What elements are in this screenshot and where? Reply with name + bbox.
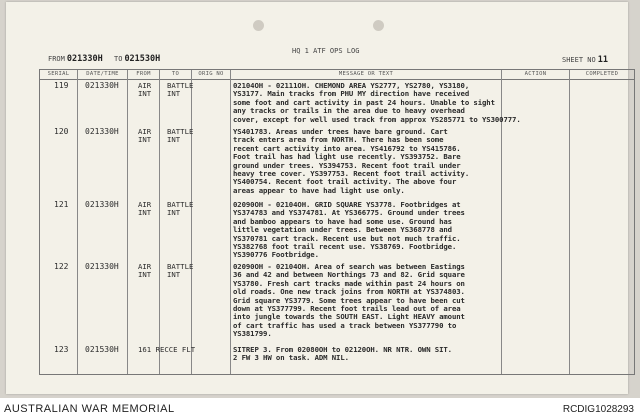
column-header-completed: COMPLETED <box>585 71 619 77</box>
from-field: FROM 021330H <box>48 54 103 64</box>
column-header-action: ACTION <box>524 71 547 77</box>
entry-time: 021330H <box>85 200 119 209</box>
column-header-to: TO <box>171 71 180 77</box>
entry-from: AIR INT <box>138 127 152 145</box>
entry-to: BATTLE INT <box>167 81 194 99</box>
entry-serial: 121 <box>54 200 69 209</box>
entry-serial: 122 <box>54 262 69 271</box>
archive-reference: RCDIG1028293 <box>562 404 634 415</box>
entry-time: 021330H <box>85 81 119 90</box>
entry-serial: 119 <box>54 81 69 90</box>
entry-to: BATTLE INT <box>167 262 194 280</box>
entry-from: AIR INT <box>138 262 152 280</box>
entry-from: AIR INT <box>138 200 152 218</box>
punch-hole <box>373 20 384 31</box>
entry-message: 02090OH - 02104OH. Area of search was between Eastings 36 and 42 and between Northings 73 and 82. Grid square YS3780. Fresh cart tracks made within past 24 hours on old roads. One new track joins from NORTH at YS374803. Grid square YS3779. Some trees appear to have been cut down at YS377799. Recent foot trails lead out of area into jungle towards the SOUTH EAST. Light HEAVY amount of cart traffic has used a track between YS377790 to YS381799. <box>233 262 465 339</box>
log-title: HQ 1 ATF OPS LOG <box>292 47 360 55</box>
column-header-serial: SERIAL <box>47 71 70 77</box>
column-header-datetime: DATE/TIME <box>86 71 119 77</box>
column-header-orig-no: ORIG NO <box>198 71 224 77</box>
entry-serial: 120 <box>54 127 69 136</box>
entry-message: YS401783. Areas under trees have bare ground. Cart track enters area from NORTH. There has been some recent cart activity into area. YS416792 to YS415786. Foot trail has had light use recently. YS393752. Bare ground under trees. YS394753. Recent foot trail under heavy tree cover. YS397753. Recent foot trail activity. YS400754. Recent foot trail activity. The above four areas appear to have had light use only. <box>233 127 470 195</box>
column-divider <box>127 70 128 374</box>
column-header-from: FROM <box>136 71 151 77</box>
header-divider <box>40 79 634 80</box>
archive-name: AUSTRALIAN WAR MEMORIAL <box>4 403 175 415</box>
entry-message: SITREP 3. From 02080OH to 02120OH. NR NTR. OWN SIT. 2 FW 3 HW on task. ADM NIL. <box>233 345 452 363</box>
column-divider <box>159 70 160 374</box>
archive-footer <box>0 398 640 419</box>
entry-from: 161 RECCE FLT <box>138 345 196 354</box>
entry-message: 02104OH - 02111OH. CHEMOND AREA YS2777, YS2780, YS3180, YS3177. Main tracks from PHU MY direction have received some foot and cart activity in past 24 hours. Unable to sight any tracks or trails in the area due to heavy overhead cover, except for well used track from approx YS285771 to YS300777. <box>233 81 521 124</box>
entry-time: 021530H <box>85 345 119 354</box>
punch-hole <box>253 20 264 31</box>
column-divider <box>569 70 570 374</box>
to-field: TO 021530H <box>114 54 161 64</box>
entry-from: AIR INT <box>138 81 152 99</box>
sheet-number: SHEET NO 11 <box>562 55 608 65</box>
column-divider <box>77 70 78 374</box>
entry-time: 021330H <box>85 127 119 136</box>
column-header-message: MESSAGE OR TEXT <box>338 71 394 77</box>
entry-to: BATTLE INT <box>167 200 194 218</box>
entry-message: 02090OH - 02104OH. GRID SQUARE YS3778. Footbridges at YS374783 and YS374781. At YS366775. Ground under trees and bamboo appears to have had some use. Ground has little vegetation under trees. Between YS368778 and YS370781 cart track. Recent use but not much traffic. YS382768 foot trail recent use. YS38769. Footbridge. YS390776 Footbridge. <box>233 200 465 260</box>
log-sheet <box>6 2 628 394</box>
column-divider <box>191 70 192 374</box>
log-table <box>39 69 635 375</box>
column-divider <box>230 70 231 374</box>
entry-serial: 123 <box>54 345 69 354</box>
entry-to: BATTLE INT <box>167 127 194 145</box>
entry-time: 021330H <box>85 262 119 271</box>
